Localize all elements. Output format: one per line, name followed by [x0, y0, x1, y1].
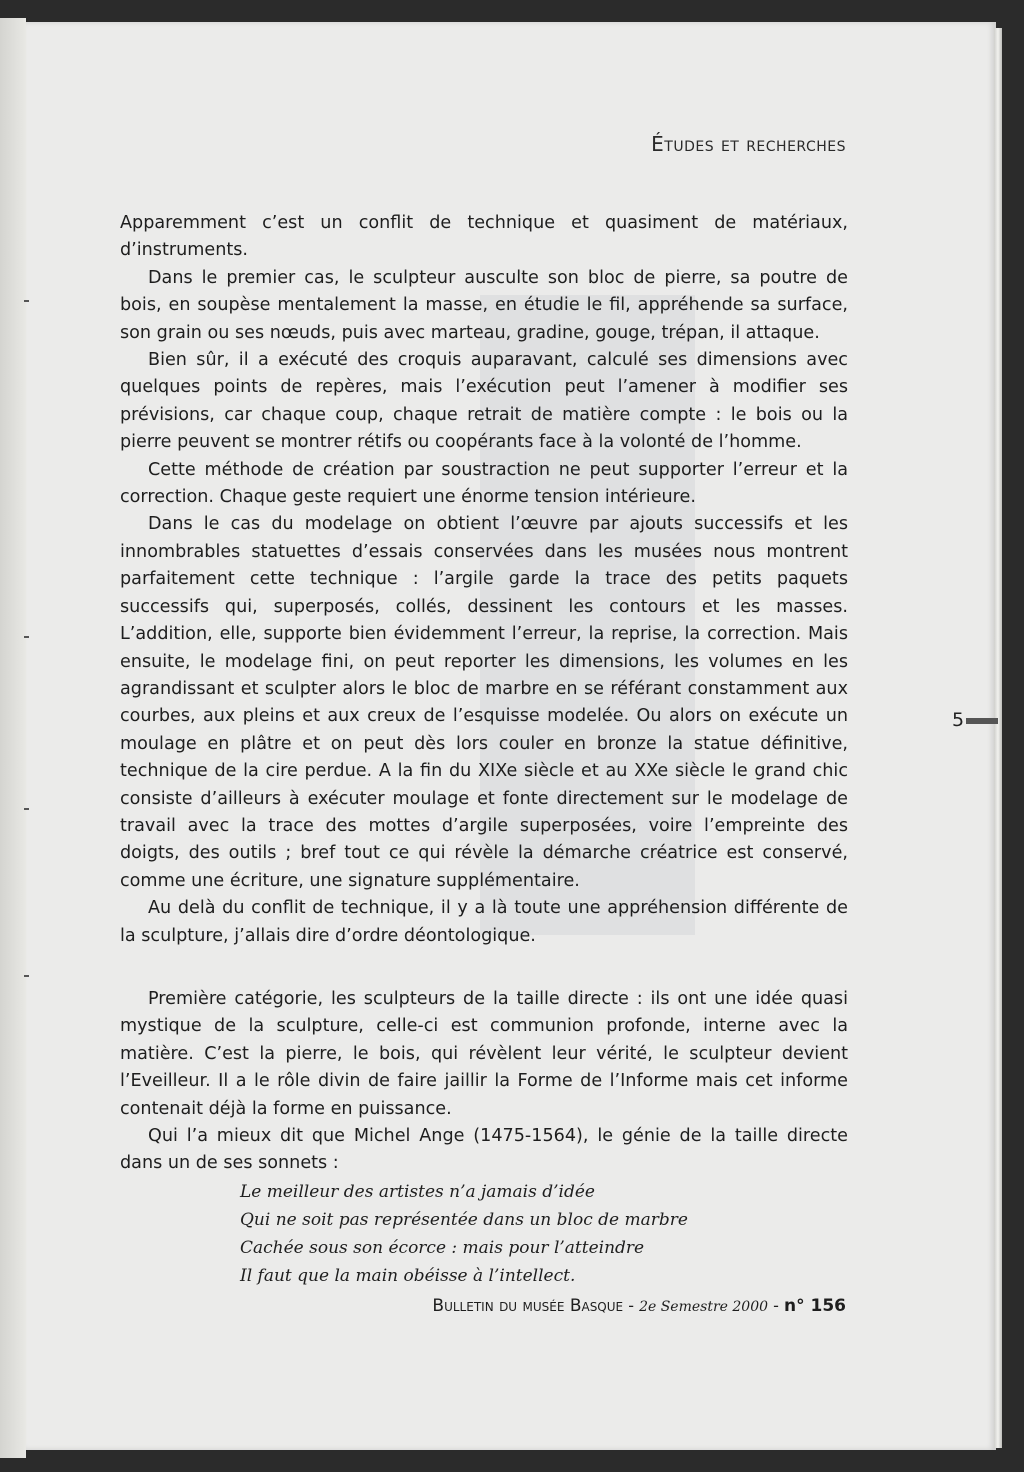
page-tab-marker: [966, 718, 998, 724]
footer-separator: -: [768, 1296, 784, 1315]
paragraph: Cette méthode de création par soustraction ne peut supporter l’erreur et la correction. Chaque geste requiert une énorme tension intérieure.: [120, 459, 848, 508]
footer-bulletin-title: Bulletin du musée Basque: [432, 1296, 624, 1316]
paragraph: Au delà du conflit de technique, il y a là toute une appréhension différente de la sculpture, j’allais dire d’ordre déontologique.: [120, 898, 848, 946]
paragraph: Dans le premier cas, le sculpteur ausculte son bloc de pierre, sa poutre de bois, en soupèse mentalement la masse, en étudie le fil, appréhende sa surface, son grain ou ses nœuds, puis avec marteau, gradine, gouge, trépan, il attaque.: [120, 267, 848, 343]
paragraph: Apparemment c’est un conflit de technique et quasiment de matériaux, d’instruments.: [120, 213, 848, 261]
running-head: Études et recherches: [651, 132, 846, 156]
paragraph: Première catégorie, les sculpteurs de la taille directe : ils ont une idée quasi mystique de la sculpture, celle-ci est communion profonde, interne avec la matière. C’est la pierre, le bois, qui révèlent leur vérité, le sculpteur devient l’Eveilleur. Il a le rôle divin de faire jaillir la Forme de l’Informe mais cet informe contenait déjà la forme en puissance.: [120, 988, 848, 1119]
margin-tick: [24, 975, 29, 977]
footer: [432, 1296, 846, 1316]
footer-semester: 2e Semestre 2000: [639, 1299, 769, 1315]
verse-line: Le meilleur des artistes n’a jamais d’idée: [240, 1181, 595, 1202]
margin-tick: [24, 636, 29, 638]
footer-issue-number: n° 156: [783, 1296, 846, 1316]
verse-line: Qui ne soit pas représentée dans un bloc de marbre: [240, 1209, 688, 1230]
facing-page-edge: [0, 18, 26, 1458]
margin-tick: [24, 300, 29, 302]
paragraph: Bien sûr, il a exécuté des croquis auparavant, calculé ses dimensions avec quelques points de repères, mais l’exécution peut l’amener à modifier ses prévisions, car chaque coup, chaque retrait de matière compte : le bois ou la pierre peuvent se montrer rétifs ou coopérants face à la volonté de l’homme.: [120, 350, 848, 453]
paragraph: Qui l’a mieux dit que Michel Ange (1475-1564), le génie de la taille directe dans un de ses sonnets :: [120, 1126, 848, 1174]
page-stack-edge: [994, 28, 1002, 1448]
section-gap: [120, 950, 848, 986]
footer-separator: -: [623, 1296, 640, 1315]
verse-line: Il faut que la main obéisse à l’intellect.: [240, 1265, 576, 1286]
margin-tick: [24, 808, 29, 810]
body-text: [120, 210, 848, 1290]
page-number: 5: [952, 709, 965, 731]
paragraph: Dans le cas du modelage on obtient l’œuvre par ajouts successifs et les innombrables statuettes d’essais conservées dans les musées nous montrent parfaitement cette technique : l’argile garde la trace des petits paquets successifs qui, superposés, collés, dessinent les contours et les masses. L’addition, elle, supporte bien évidemment l’erreur, la reprise, la correction. Mais ensuite, le modelage fini, on peut reporter les dimensions, les volumes en les agrandissant et sculpter alors le bloc de marbre en se référant constamment aux courbes, aux pleins et aux creux de l’esquisse modelée. Ou alors on exécute un moulage en plâtre et on peut dès lors couler en bronze la statue définitive, technique de la cire perdue. A la fin du XIXe siècle et au XXe siècle le grand chic consiste d’ailleurs à exécuter moulage et fonte directement sur le modelage de travail avec la trace des mottes d’argile superposées, voire l’empreinte des doigts, des outils ; bref tout ce qui révèle la démarche créatrice est conservé, comme une écriture, une signature supplémentaire.: [120, 514, 848, 891]
verse-line: Cachée sous son écorce : mais pour l’atteindre: [240, 1237, 645, 1258]
